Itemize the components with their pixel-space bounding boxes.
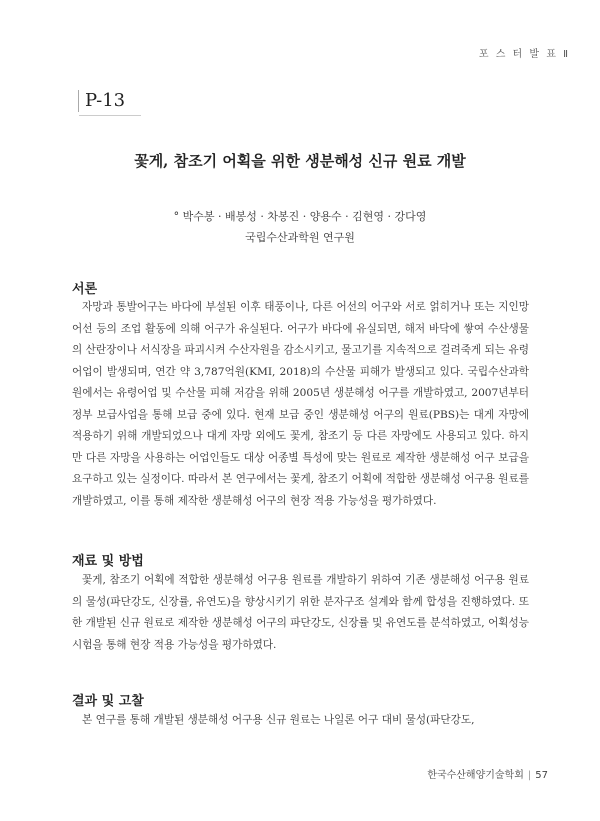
- section-body-introduction: 자망과 통발어구는 바다에 부설된 이후 태풍이나, 다른 어선의 어구와 서로 얽히거나 또는 지인망어선 등의 조업 활동에 의해 어구가 유실된다. 어구가 바다에 유실되면, 해저 바닥에 쌓여 수산생물의 산란장이나 서식장을 파괴시켜 수산자원을 감소시키고, 물고기를 지속적으로 걸려죽게 되는 유령어업이 발생되며, 연간 약 3,787억원(KMI, 2018)의 수산물 피해가 발생되고 있다. 국립수산과학원에서는 유령어업 및 수산물 피해 저감을 위해 2005년 생분해성 어구를 개발하였고, 2007년부터 정부 보급사업을 통해 보급 중에 있다. 현재 보급 중인 생분해성 어구의 원료(PBS)는 대게 자망에 적용하기 위해 개발되었으나 대게 자망 외에도 꽃게, 참조기 등 다른 자망에도 사용되고 있다. 하지만 다른 자망을 사용하는 어업인들도 대상 어종별 특성에 맞는 원료로 제작한 생분해성 어구 보급을 요구하고 있는 실정이다. 따라서 본 연구에서는 꽃게, 참조기 어획에 적합한 생분해성 어구용 원료를 개발하였고, 이를 통해 제작한 생분해성 어구의 현장 적용 가능성을 평가하였다.: [72, 301, 529, 507]
- page-number: 57: [535, 770, 548, 781]
- footer-society: 한국수산해양기술학회: [427, 770, 524, 781]
- section-heading-methods: 재료 및 방법: [72, 554, 144, 569]
- page-footer: [427, 766, 548, 781]
- author-list: ° 박수봉 · 배봉성 · 차봉진 · 양용수 · 김현영 · 강다영: [173, 210, 427, 223]
- section-heading-results: 결과 및 고찰: [72, 694, 144, 709]
- section-body-methods: 꽃게, 참조기 어획에 적합한 생분해성 어구용 원료를 개발하기 위하여 기존 생분해성 어구용 원료의 물성(파단강도, 신장률, 유연도)을 향상시키기 위한 분자구조 설계와 함께 합성을 진행하였다. 또한 개발된 신규 원료로 제작한 생분해성 어구의 파단강도, 신장률 및 유연도를 분석하였고, 어획성능 시험을 통해 현장 적용 가능성을 평가하였다.: [72, 574, 529, 651]
- running-header: 포 스 터 발 표 Ⅱ: [478, 49, 570, 60]
- section-body-results: 본 연구를 통해 개발된 생분해성 어구용 신규 원료는 나일론 어구 대비 물성(파단강도,: [82, 714, 475, 726]
- affiliation: 국립수산과학원 연구원: [245, 231, 355, 244]
- section-heading-introduction: 서론: [72, 282, 98, 297]
- paper-title: 꽃게, 참조기 어획을 위한 생분해성 신규 원료 개발: [134, 152, 466, 170]
- footer-separator: |: [527, 770, 532, 781]
- poster-id: P-13: [78, 90, 125, 112]
